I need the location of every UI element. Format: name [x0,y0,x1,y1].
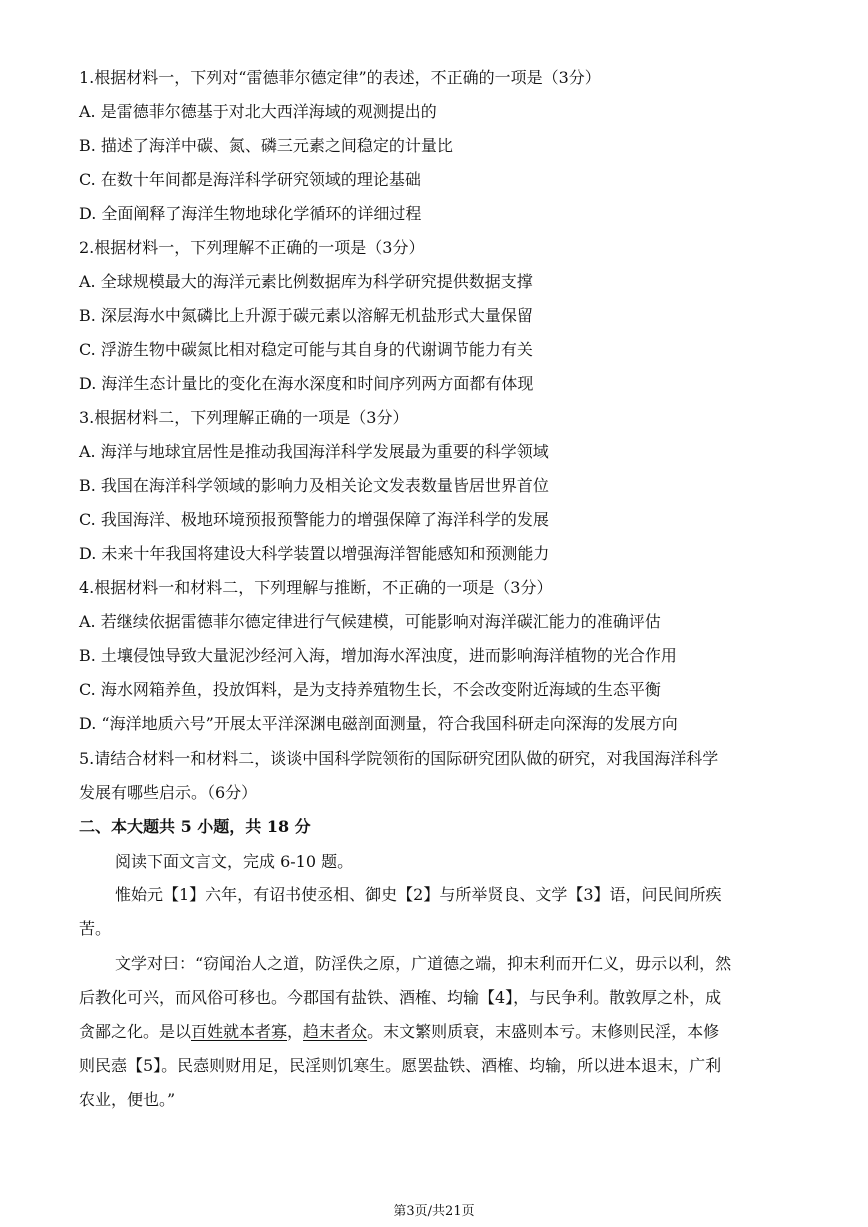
passage-paragraph-2-line-2: 后教化可兴，而风俗可移也。今郡国有盐铁、酒榷、均输【4】，与民争利。散敦厚之朴，成 [79,988,722,1007]
passage-text: 。末文繁则质衰，末盛则本亏。末修则民淫，本修 [367,1022,720,1041]
passage-paragraph-2-line-5: 农业，便也。” [79,1090,176,1109]
passage-text: 贪鄙之化。是以 [79,1022,192,1041]
question-4-stem: 4.根据材料一和材料二，下列理解与推断，不正确的一项是（3分） [79,578,553,597]
passage-paragraph-2-line-3 [79,1021,799,1043]
passage-paragraph-2-line-1: 文学对曰：“窃闻治人之道，防淫佚之原，广道德之端，抑末利而开仁义，毋示以利，然 [115,954,732,973]
passage-paragraph-1-line-2: 苦。 [79,919,112,938]
question-1-option-d: D. 全面阐释了海洋生物地球化学循环的详细过程 [79,204,422,223]
question-3-stem: 3.根据材料二，下列理解正确的一项是（3分） [79,408,409,427]
question-2-option-c: C. 浮游生物中碳氮比相对稳定可能与其自身的代谢调节能力有关 [79,340,533,359]
question-3-option-a: A. 海洋与地球宜居性是推动我国海洋科学发展最为重要的科学领域 [79,442,549,461]
question-2-stem: 2.根据材料一，下列理解不正确的一项是（3分） [79,238,425,257]
question-2-option-b: B. 深层海水中氮磷比上升源于碳元素以溶解无机盐形式大量保留 [79,306,533,325]
question-3-option-b: B. 我国在海洋科学领域的影响力及相关论文发表数量皆居世界首位 [79,476,549,495]
passage-paragraph-1-line-1: 惟始元【1】六年，有诏书使丞相、御史【2】与所举贤良、文学【3】语，问民间所疾 [115,885,722,904]
question-3-option-d: D. 未来十年我国将建设大科学装置以增强海洋智能感知和预测能力 [79,544,550,563]
question-1-option-c: C. 在数十年间都是海洋科学研究领域的理论基础 [79,170,421,189]
question-2-option-a: A. 全球规模最大的海洋元素比例数据库为科学研究提供数据支撑 [79,272,533,291]
page-number-footer: 第3页/共21页 [393,1204,475,1219]
question-3-option-c: C. 我国海洋、极地环境预报预警能力的增强保障了海洋科学的发展 [79,510,549,529]
question-4-option-c: C. 海水网箱养鱼，投放饵料，是为支持养殖物生长，不会改变附近海域的生态平衡 [79,680,661,699]
passage-comma: ， [287,1022,304,1041]
question-4-option-a: A. 若继续依据雷德菲尔德定律进行气候建模，可能影响对海洋碳汇能力的准确评估 [79,612,661,631]
question-2-option-d: D. 海洋生态计量比的变化在海水深度和时间序列两方面都有体现 [79,374,534,393]
question-5-line-1: 5.请结合材料一和材料二，谈谈中国科学院领衔的国际研究团队做的研究，对我国海洋科学 [79,749,719,768]
question-5-line-2: 发展有哪些启示。（6分） [79,783,258,802]
underlined-phrase-2: 趋末者众 [303,1022,368,1041]
section-2-intro: 阅读下面文言文，完成 6-10 题。 [115,852,354,871]
question-1-option-b: B. 描述了海洋中碳、氮、磷三元素之间稳定的计量比 [79,136,453,155]
underlined-phrase-1: 百姓就本者寡 [191,1022,288,1041]
passage-paragraph-2-line-4: 则民悫【5】。民悫则财用足，民淫则饥寒生。愿罢盐铁、酒榷、均输，所以进本退末，广利 [79,1056,722,1075]
section-2-heading: 二、本大题共 5 小题，共 18 分 [79,817,311,836]
question-4-option-d: D. “海洋地质六号”开展太平洋深渊电磁剖面测量，符合我国科研走向深海的发展方向 [79,714,678,733]
question-1-stem: 1.根据材料一，下列对“雷德菲尔德定律”的表述，不正确的一项是（3分） [79,68,601,87]
question-4-option-b: B. 土壤侵蚀导致大量泥沙经河入海，增加海水浑浊度，进而影响海洋植物的光合作用 [79,646,677,665]
question-1-option-a: A. 是雷德菲尔德基于对北大西洋海域的观测提出的 [79,102,437,121]
